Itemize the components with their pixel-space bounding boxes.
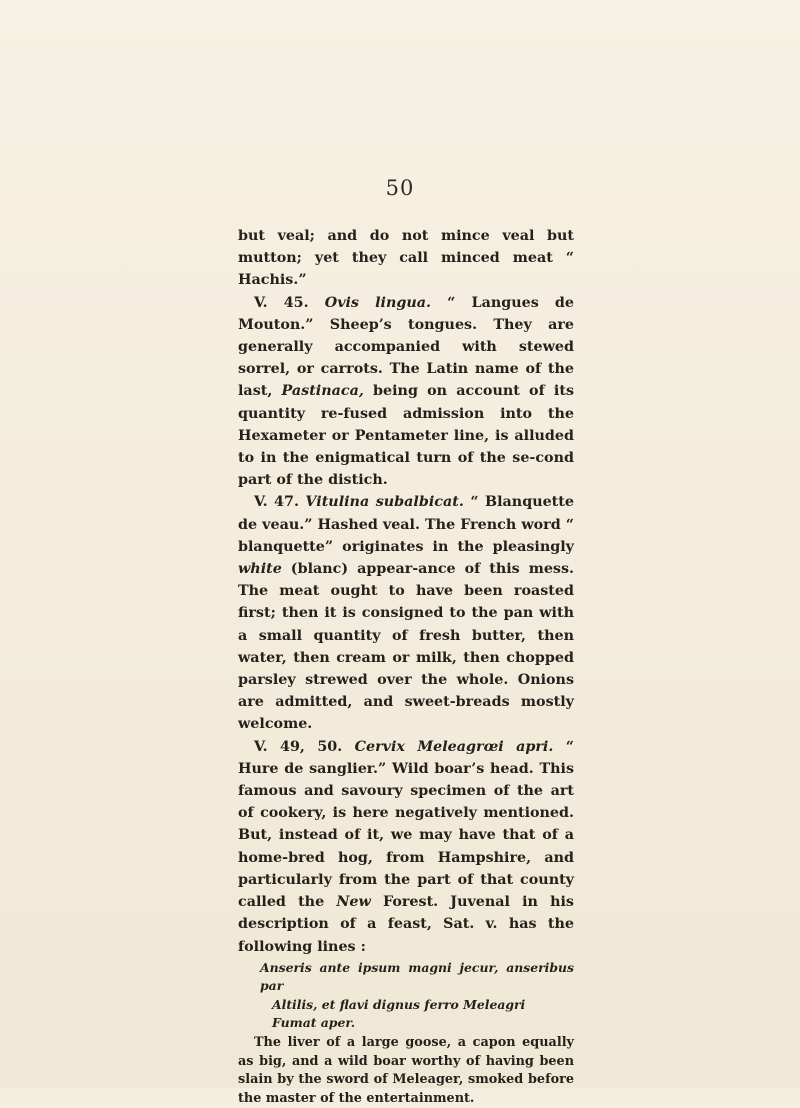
latin-quotation <box>260 959 574 1033</box>
verse-ref: V. 45. <box>254 294 325 311</box>
verse-line: Altilis, et flavi dignus ferro Meleagri <box>272 996 526 1012</box>
paragraph-text: “ Langues de Mouton.” Sheep’s tongues. They are generally accompanied with stewed sorrel, or carrots. The Latin name of the last, <box>238 294 575 400</box>
paragraph-verse-45 <box>238 292 574 492</box>
paragraph-continuation: but veal; and do not mince veal but mutton; yet they call minced meat “ Hachis.” <box>238 228 574 289</box>
page-number: 50 <box>385 176 415 200</box>
verse-line: Anseris ante ipsum magni jecur, anseribus par <box>260 959 574 994</box>
paragraph-text: (blanc) appear-ance of this mess. The meat ought to have been roasted first; then it is consigned to the pan with a small quantity of fresh butter, then water, then cream or milk, then chopped parsley strewed over the whole. Onions are admitted, and sweet-breads mostly welcome. <box>238 561 574 733</box>
paragraph-text: Forest. Juvenal in his description of a feast, Sat. v. has the following lines : <box>238 894 574 955</box>
latin-phrase: Vitulina subalbicat. <box>305 494 464 511</box>
paragraph-text: “ Hure de sanglier.” Wild boar’s head. This famous and savoury specimen of the art of cookery, is here negatively mentioned. But, instead of it, we may have that of a home-bred hog, from Hampshire, and particularly from the part of that county called the <box>238 738 575 911</box>
paragraph-text: being on account of its quantity re-fused admission into the Hexameter or Pentameter line, is alluded to in the enigmatical turn of the se-cond part of the distich. <box>238 383 574 489</box>
italic-word: white <box>238 561 282 578</box>
verse-ref: V. 49, 50. <box>254 738 355 755</box>
paragraph-verse-49-50 <box>238 736 574 958</box>
page-body <box>238 225 574 1108</box>
paragraph-verse-47 <box>238 491 574 735</box>
latin-term: Pastinaca, <box>281 383 364 400</box>
latin-phrase: Ovis lingua. <box>324 294 432 311</box>
paragraph-text: “ Blanquette de veau.” Hashed veal. The French word “ blanquette” originates in the pleasingly <box>238 494 574 555</box>
italic-word: New <box>336 894 371 911</box>
verse-ref: V. 47. <box>254 494 306 511</box>
verse-line: Fumat aper. <box>272 1015 356 1031</box>
latin-phrase: Cervix Meleagrœi apri. <box>354 738 554 755</box>
translation-paragraph: The liver of a large goose, a capon equally as big, and a wild boar worthy of having been slain by the sword of Meleager, smoked before the master of the entertainment. <box>238 1035 574 1106</box>
